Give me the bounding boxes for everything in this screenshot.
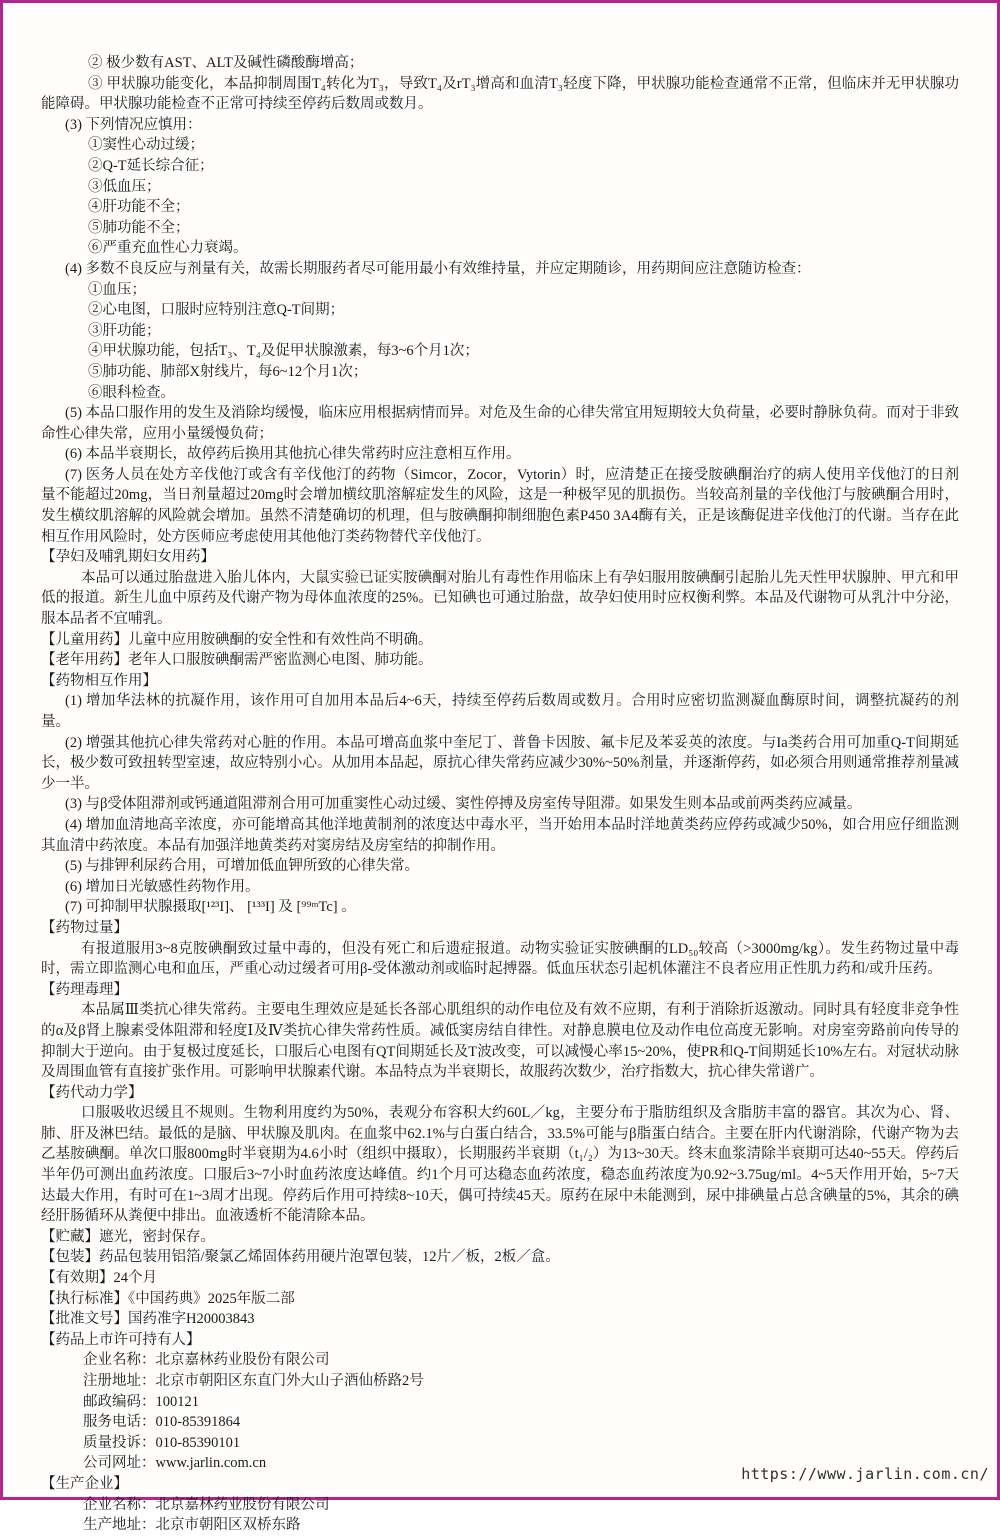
section-interactions-heading: 【药物相互作用】: [41, 672, 157, 689]
caution-item-6: ⑥严重充血性心力衰竭。: [88, 240, 248, 257]
watermark-url: https://www.jarlin.com.cn/: [741, 1465, 989, 1483]
caution-item-2: ②Q-T延长综合征；: [88, 157, 214, 174]
section-manufacturer-heading: 【生产企业】: [41, 1475, 128, 1492]
adverse-item-2: ② 极少数有AST、ALT及碱性磷酸酶增高；: [88, 55, 364, 71]
pharmacology-paragraph: 本品属Ⅲ类抗心律失常药。主要电生理效应是延长各部心肌组织的动作电位及有效不应期，有利于消除折返激动。同时具有轻度非竞争性的α及β肾上腺素受体阻滞和轻度Ⅰ及Ⅳ类抗心律失常药性质。减低窦房结自律性。对静息膜电位及动作电位高度无影响。对房室旁路前向传导的抑制大于逆向。由于复极过度延长，口服后心电图有QT间期延长及T波改变，可以减慢心率15~20%，使PR和Q-T间期延长10%左右。对冠状动脉及周围血管有直接扩张作用。可影响甲状腺素代谢。本品特点为半衰期长，故服药次数少，治疗指数大，抗心律失常谱广。: [41, 1002, 959, 1081]
section-mah-heading: 【药品上市许可持有人】: [41, 1331, 201, 1348]
document-body: [41, 53, 959, 1536]
section-executive-standard: 【执行标准】《中国药典》2025年版二部: [41, 1290, 295, 1307]
caution-item-3: ③低血压；: [88, 178, 161, 195]
manufacturer-production-address: 生产地址：北京市朝阳区双桥东路: [83, 1517, 301, 1534]
section-overdose-heading: 【药物过量】: [41, 919, 128, 936]
monitoring-item-5: ⑤肺功能、肺部X射线片，每6~12个月1次；: [88, 363, 368, 380]
interaction-item-5: (5) 与排钾利尿药合用，可增加低血钾所致的心律失常。: [65, 858, 420, 875]
interaction-item-4: (4) 增加血清地高辛浓度，亦可能增高其他洋地黄制剂的浓度达中毒水平，当开始用本品时洋地黄类药应停药或减少50%，如合用应仔细监测其血清中药浓度。本品有加强洋地黄类药对窦房结及房室结的抑制作用。: [41, 816, 959, 854]
mah-website: 公司网址：www.jarlin.com.cn: [83, 1455, 267, 1472]
interaction-item-6: (6) 增加日光敏感性药物作用。: [65, 878, 260, 895]
mah-postal-code: 邮政编码：100121: [83, 1393, 199, 1410]
section-pediatric-use: 【儿童用药】儿童中应用胺碘酮的安全性和有效性尚不明确。: [41, 631, 433, 648]
mah-company-name: 企业名称：北京嘉林药业股份有限公司: [83, 1352, 330, 1369]
overdose-paragraph: 有报道服用3~8克胺碘酮致过量中毒的，但没有死亡和后遗症报道。动物实验证实胺碘酮的LD₅₀较高（>3000mg/kg）。发生药物过量中毒时，需立即监测心电和血压，严重心动过缓者可用β-受体激动剂或临时起搏器。低血压状态引起机体灌注不良者应用正性肌力药和/或升压药。: [41, 940, 959, 978]
monitoring-item-2: ②心电图，口服时应特别注意Q-T间期；: [88, 302, 345, 319]
interaction-item-2: (2) 增强其他抗心律失常药对心脏的作用。本品可增高血浆中奎尼丁、普鲁卡因胺、氟卡尼及苯妥英的浓度。与Ia类药合用可加重Q-T间期延长，极少数可致扭转型室速，故应特别小心。从加用本品起，原抗心律失常药应减少30%~50%剂量，并逐渐停药，如必须合用则通常推荐剂量减少一半。: [41, 734, 959, 792]
section-approval-number: 【批准文号】国药准字H20003843: [41, 1311, 255, 1328]
monitoring-item-6: ⑥眼科检查。: [88, 384, 175, 401]
interaction-item-3: (3) 与β受体阻滞剂或钙通道阻滞剂合用可加重窦性心动过缓、窦性停搏及房室传导阻滞。如果发生则本品或前两类药应减量。: [65, 796, 862, 813]
precaution-item-7-simvastatin: (7) 医务人员在处方辛伐他汀或含有辛伐他汀的药物（Simcor，Zocor，Vytorin）时，应清楚正在接受胺碘酮治疗的病人使用辛伐他汀的日剂量不能超过20mg，当日剂量超过20mg时会增加横纹肌溶解症发生的风险，这是一种极罕见的肌损伤。当较高剂量的辛伐他汀与胺碘酮合用时，发生横纹肌溶解的风险就会增加。虽然不清楚确切的机理，但与胺碘酮抑制细胞色素P450 3A4酶有关，正是该酶促进辛伐他汀的代谢。当存在此相互作用风险时，处方医师应考虑使用其他他汀类药物替代辛伐他汀。: [41, 466, 959, 545]
monitoring-intro: (4) 多数不良反应与剂量有关，故需长期服药者尽可能用最小有效维持量，并应定期随诊，用药期间应注意随访检查：: [65, 260, 811, 277]
mah-registered-address: 注册地址：北京市朝阳区东直门外大山子酒仙桥路2号: [83, 1373, 424, 1389]
precaution-item-6: (6) 本品半衰期长，故停药后换用其他抗心律失常药时应注意相互作用。: [65, 446, 521, 463]
caution-item-4: ④肝功能不全；: [88, 199, 190, 216]
section-pharmacokinetics-heading: 【药代动力学】: [41, 1084, 143, 1101]
caution-item-1: ①窦性心动过缓；: [88, 137, 204, 154]
interaction-item-1: (1) 增加华法林的抗凝作用，该作用可自加用本品后4~6天，持续至停药后数周或数月。合用时应密切监测凝血酶原时间，调整抗凝药的剂量。: [41, 693, 959, 730]
section-pregnancy-heading: 【孕妇及哺乳期妇女用药】: [41, 549, 215, 566]
section-geriatric-use: 【老年用药】老年人口服胺碘酮需严密监测心电图、肺功能。: [41, 652, 433, 669]
pregnancy-paragraph: 本品可以通过胎盘进入胎儿体内，大鼠实验已证实胺碘酮对胎儿有毒性作用临床上有孕妇服用胺碘酮引起胎儿先天性甲状腺肿、甲亢和甲低的报道。新生儿血中原药及代谢产物为母体血浓度的25%。已知碘也可通过胎盘，故孕妇使用时应权衡利弊。本品及代谢物可从乳汁中分泌，服本品者不宜哺乳。: [41, 569, 959, 628]
monitoring-item-1: ①血压；: [88, 281, 146, 298]
caution-conditions-intro: (3) 下列情况应慎用：: [65, 116, 202, 133]
section-storage: 【贮藏】遮光，密封保存。: [41, 1228, 215, 1245]
monitoring-item-4: ④甲状腺功能，包括T₃、T₄及促甲状腺激素，每3~6个月1次；: [88, 343, 479, 360]
section-validity-period: 【有效期】24个月: [41, 1270, 157, 1287]
precaution-item-5: (5) 本品口服作用的发生及消除均缓慢，临床应用根据病情而异。对危及生命的心律失常宜用短期较大负荷量，必要时静脉负荷。而对于非致命性心律失常，应用小量缓慢负荷；: [41, 405, 959, 442]
caution-item-5: ⑤肺功能不全；: [88, 219, 190, 236]
section-pharmacology-heading: 【药理毒理】: [41, 981, 128, 998]
mah-service-phone: 服务电话：010-85391864: [83, 1414, 241, 1431]
manufacturer-company-name: 企业名称：北京嘉林药业股份有限公司: [83, 1496, 330, 1513]
mah-quality-complaints-phone: 质量投诉：010-85390101: [83, 1434, 241, 1451]
interaction-item-7-isotopes: (7) 可抑制甲状腺摄取[¹²³I]、 [¹³³I] 及 [⁹⁹ᵐTc] 。: [65, 899, 356, 916]
pharmacokinetics-paragraph: 口服吸收迟缓且不规则。生物利用度约为50%，表观分布容积大约60L／kg，主要分布于脂肪组织及含脂肪丰富的器官。其次为心、肾、肺、肝及淋巴结。最低的是脑、甲状腺及肌肉。在血浆中62.1%与白蛋白结合，33.5%可能与β脂蛋白结合。主要在肝内代谢消除，代谢产物为去乙基胺碘酮。单次口服800mg时半衰期为4.6小时（组织中摄取），长期服药半衰期（t₁/₂）为13~30天。终末血浆清除半衰期可达40~55天。停药后半年仍可测出血药浓度。口服后3~7小时血药浓度达峰值。约1个月可达稳态血药浓度，稳态血药浓度为0.92~3.75ug/ml。4~5天作用开始，5~7天达最大作用，有时可在1~3周才出现。停药后作用可持续8~10天，偶可持续45天。原药在尿中未能测到，尿中排碘量占总含碘量的5%，其余的碘经肝肠循环从粪便中排出。血液透析不能清除本品。: [41, 1105, 959, 1225]
monitoring-item-3: ③肝功能；: [88, 322, 161, 339]
section-package: 【包装】药品包装用铝箔/聚氯乙烯固体药用硬片泡罩包装，12片／板，2板／盒。: [41, 1249, 560, 1266]
adverse-item-3-thyroid: ③ 甲状腺功能变化，本品抑制周围T₄转化为T₃，导致T₄及rT₃增高和血清T₃轻度下降，甲状腺功能检查通常不正常，但临床并无甲状腺功能障碍。甲状腺功能检查不正常可持续至停药后数周或数月。: [41, 75, 959, 113]
